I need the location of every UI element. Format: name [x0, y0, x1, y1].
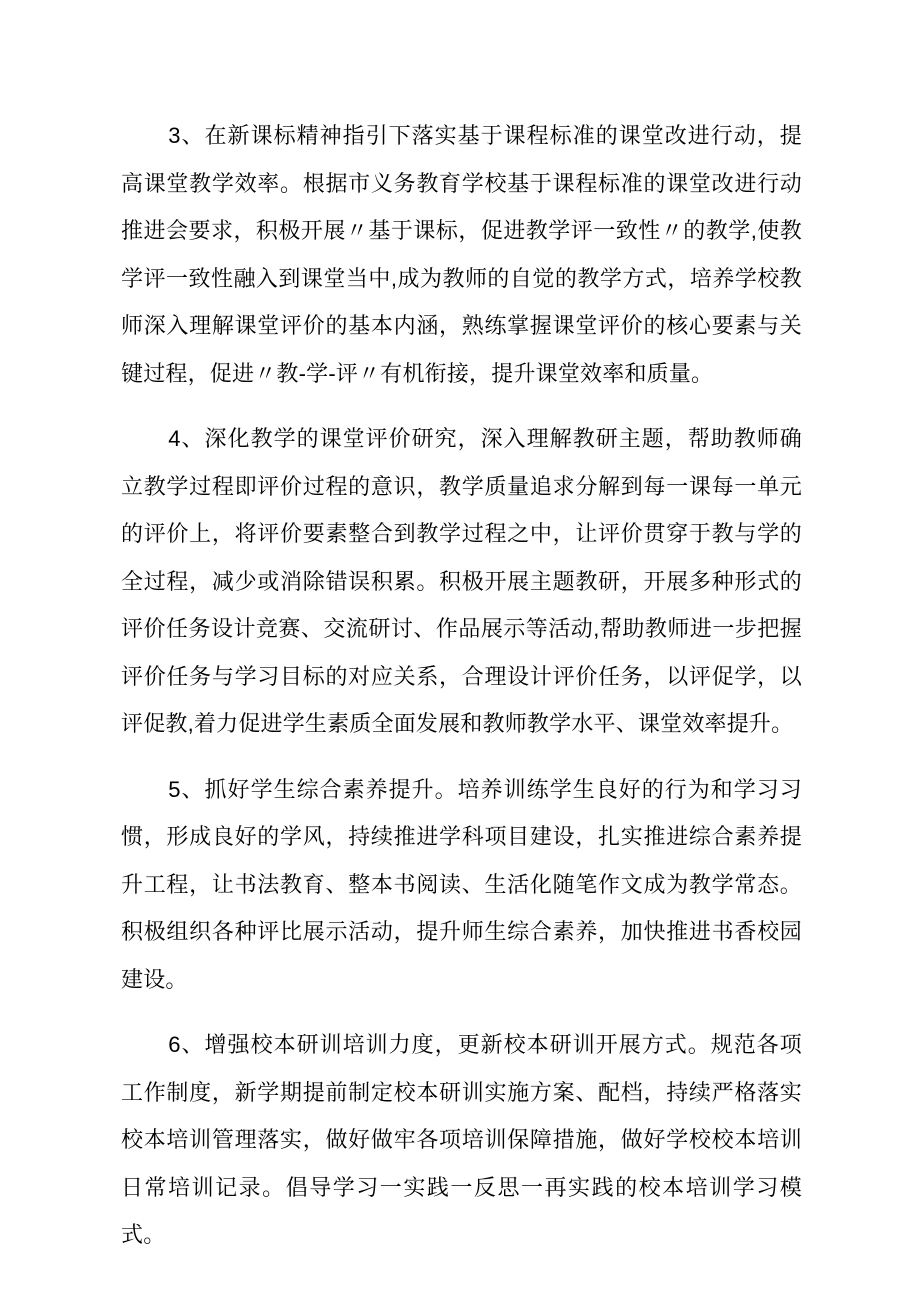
paragraph-item-6: 6、增强校本研训培训力度，更新校本研训开展方式。规范各项工作制度，新学期提前制定校本研训实施方案、配档，持续严格落实校本培训管理落实，做好做牢各项培训保障措施，做好学校校本培训日常培训记录。倡导学习一实践一反思一再实践的校本培训学习模式。: [121, 1032, 802, 1247]
paragraph-item-5: 5、抓好学生综合素养提升。培养训练学生良好的行为和学习习惯，形成良好的学风，持续推进学科项目建设，扎实推进综合素养提升工程，让书法教育、整本书阅读、生活化随笔作文成为教学常态。积极组织各种评比展示活动，提升师生综合素养，加快推进书香校园建设。: [121, 776, 802, 992]
paragraph-item-4: 4、深化教学的课堂评价研究，深入理解教研主题，帮助教师确立教学过程即评价过程的意识，教学质量追求分解到每一课每一单元的评价上，将评价要素整合到教学过程之中，让评价贯穿于教与学的全过程，减少或消除错误积累。积极开展主题教研，开展多种形式的评价任务设计竞赛、交流研讨、作品展示等活动,帮助教师进一步把握评价任务与学习目标的对应关系，合理设计评价任务，以评促学，以评促教,着力促进学生素质全面发展和教师教学水平、课堂效率提升。: [121, 426, 802, 736]
paragraph-item-3: 3、在新课标精神指引下落实基于课程标准的课堂改进行动，提高课堂教学效率。根据市义务教育学校基于课程标准的课堂改进行动推进会要求，积极开展〃基于课标，促进教学评一致性〃的教学,使教学评一致性融入到课堂当中,成为教师的自觉的教学方式，培养学校教师深入理解课堂评价的基本内涵，熟练掌握课堂评价的核心要素与关键过程，促进〃教-学-评〃有机衔接，提升课堂效率和质量。: [121, 123, 802, 386]
